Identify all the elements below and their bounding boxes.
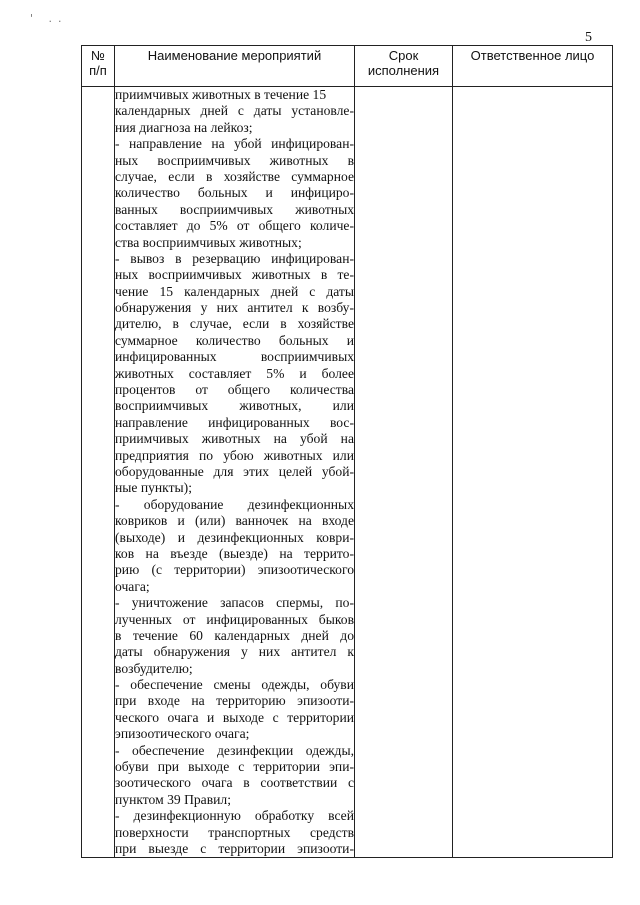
measure-text-line: очага; bbox=[115, 578, 150, 594]
measure-text-line: инфицированных восприимчивых bbox=[115, 349, 354, 365]
table-header-row bbox=[82, 46, 613, 87]
measure-text-line: чение 15 календарных дней с даты bbox=[115, 283, 354, 299]
measure-text-line: в течение 60 календарных дней до bbox=[115, 627, 354, 643]
measure-text-line: обуви при выходе с территории эпи- bbox=[115, 759, 354, 775]
header-num: № п/п bbox=[82, 46, 115, 87]
measure-text-line: - направление на убой инфицирован- bbox=[115, 136, 354, 152]
measure-text-line: ные пункты); bbox=[115, 480, 192, 496]
measure-text-line: возбудителю; bbox=[115, 660, 193, 676]
measure-text-line: составляет до 5% от общего количе- bbox=[115, 218, 354, 234]
measure-text-line: лученных от инфицированных быков bbox=[115, 611, 354, 627]
measure-text-line: при выезде с территории эпизооти- bbox=[115, 840, 354, 856]
measure-text-line: поверхности транспортных средств bbox=[115, 824, 354, 840]
measure-text-line: при входе на территорию эпизооти- bbox=[115, 693, 354, 709]
measure-text-line: ных восприимчивых животных в bbox=[115, 152, 354, 168]
measure-text-line: рию (с территории) эпизоотического bbox=[115, 562, 354, 578]
measure-text-line: приимчивых животных на убой на bbox=[115, 431, 354, 447]
measure-text-line: ства восприимчивых животных; bbox=[115, 234, 302, 250]
measure-text-line: ческого очага и выходе с территории bbox=[115, 709, 354, 725]
measure-text-line: ков на въезде (выезде) на террито- bbox=[115, 545, 354, 561]
table-row bbox=[82, 87, 613, 858]
measure-text-line: - вывоз в резервацию инфицирован- bbox=[115, 250, 354, 266]
cell-responsible bbox=[453, 87, 613, 858]
measures-text bbox=[115, 87, 354, 857]
measure-text-line: ванных восприимчивых животных bbox=[115, 201, 354, 217]
measure-text-line: обнаружения у них антител к возбу- bbox=[115, 300, 354, 316]
cell-term bbox=[355, 87, 453, 858]
header-term: Срок исполнения bbox=[355, 46, 453, 87]
measure-text-line: календарных дней с даты установле- bbox=[115, 103, 354, 119]
cell-num bbox=[82, 87, 115, 858]
measure-text-line: ковриков и (или) ванночек на входе bbox=[115, 513, 354, 529]
header-name: Наименование мероприятий bbox=[115, 46, 355, 87]
header-responsible: Ответственное лицо bbox=[453, 46, 613, 87]
measure-text-line: ния диагноза на лейкоз; bbox=[115, 119, 253, 135]
measure-text-line: животных составляет 5% и более bbox=[115, 365, 354, 381]
measures-table bbox=[81, 45, 613, 858]
measure-text-line: пунктом 39 Правил; bbox=[115, 791, 231, 807]
measure-text-line: количество больных и инфициро- bbox=[115, 185, 354, 201]
measure-text-line: даты обнаружения у них антител к bbox=[115, 644, 354, 660]
measure-text-line: - обеспечение смены одежды, обуви bbox=[115, 677, 354, 693]
scan-mark: ' .. bbox=[30, 12, 68, 25]
measure-text-line: (выходе) и дезинфекционных коври- bbox=[115, 529, 354, 545]
measure-text-line: восприимчивых животных, или bbox=[115, 398, 354, 414]
measure-text-line: оборудованные для этих целей убой- bbox=[115, 463, 354, 479]
measure-text-line: направление инфицированных вос- bbox=[115, 414, 354, 430]
measure-text-line: - обеспечение дезинфекции одежды, bbox=[115, 742, 354, 758]
measure-text-line: предприятия по убою животных или bbox=[115, 447, 354, 463]
measure-text-line: зоотического очага в соответствии с bbox=[115, 775, 354, 791]
measure-text-line: - уничтожение запасов спермы, по- bbox=[115, 595, 354, 611]
cell-measures bbox=[115, 87, 355, 858]
measure-text-line: ных восприимчивых животных в те- bbox=[115, 267, 354, 283]
measure-text-line: процентов от общего количества bbox=[115, 382, 354, 398]
measure-text-line: дителю, в случае, если в хозяйстве bbox=[115, 316, 354, 332]
measure-text-line: - дезинфекционную обработку всей bbox=[115, 808, 354, 824]
measure-text-line: эпизоотического очага; bbox=[115, 726, 250, 742]
measure-text-line: приимчивых животных в течение 15 bbox=[115, 87, 327, 102]
page-number: 5 bbox=[585, 30, 592, 45]
measure-text-line: - оборудование дезинфекционных bbox=[115, 496, 354, 512]
measure-text-line: суммарное количество больных и bbox=[115, 332, 354, 348]
measure-text-line: случае, если в хозяйстве суммарное bbox=[115, 168, 354, 184]
